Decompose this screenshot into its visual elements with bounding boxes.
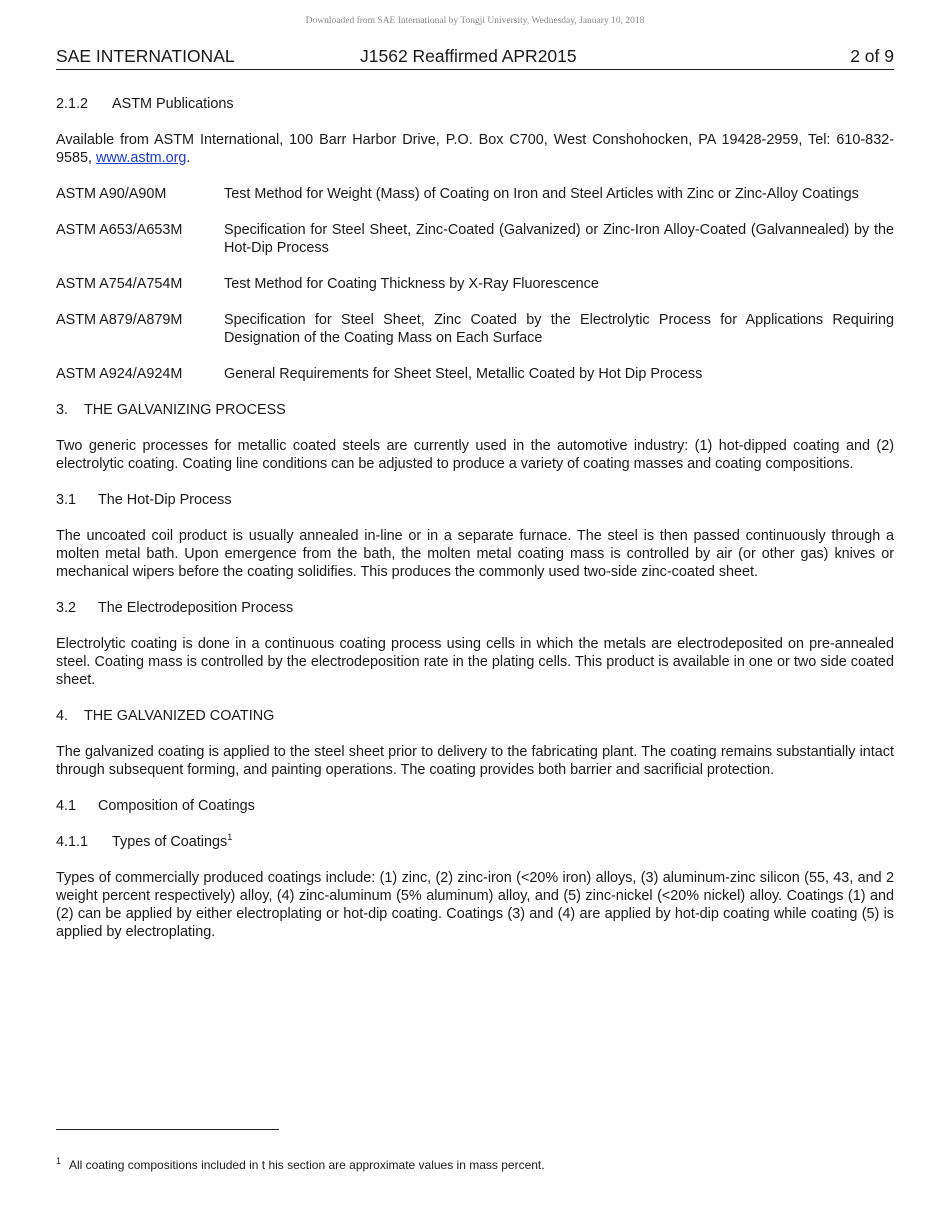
section-number: 4.1.1 bbox=[56, 834, 89, 850]
download-watermark: Downloaded from SAE International by Tongji University, Wednesday, January 10, 2018 bbox=[305, 16, 645, 26]
section-heading-4-1 bbox=[56, 797, 894, 815]
reference-title: General Requirements for Sheet Steel, Metallic Coated by Hot Dip Process bbox=[224, 366, 703, 382]
footnote bbox=[56, 1153, 894, 1173]
section-4-paragraph: The galvanized coating is applied to the steel sheet prior to delivery to the fabricating plant. The coating remains substantially intact through subsequent forming, and painting operations. The coating provides both barrier and sacrificial protection. bbox=[56, 744, 894, 778]
section-number: 4. bbox=[56, 708, 69, 724]
section-3-paragraph: Two generic processes for metallic coated steels are currently used in the automotive industry: (1) hot-dipped coating and (2) electrolytic coating. Coating line conditions can be adjusted to produce a variety of coating masses and coating compositions. bbox=[56, 438, 894, 472]
section-title: The Hot-Dip Process bbox=[98, 492, 232, 508]
astm-availability-paragraph bbox=[56, 131, 894, 167]
section-number: 3. bbox=[56, 402, 69, 418]
footnote-text: All coating compositions included in t his section are approximate values in mass percent. bbox=[69, 1158, 545, 1172]
section-number: 4.1 bbox=[56, 798, 77, 814]
footnote-mark: 1 bbox=[56, 1156, 62, 1166]
section-heading-2-1-2 bbox=[56, 95, 894, 113]
footnote-divider bbox=[56, 1129, 279, 1130]
reference-row bbox=[56, 365, 894, 383]
section-heading-4-1-1 bbox=[56, 833, 894, 851]
section-number: 3.2 bbox=[56, 600, 77, 616]
section-title: Composition of Coatings bbox=[98, 798, 255, 814]
astm-website-link[interactable]: www.astm.org bbox=[96, 150, 187, 166]
section-title: ASTM Publications bbox=[112, 96, 234, 112]
page-body bbox=[56, 95, 894, 959]
reference-title: Test Method for Weight (Mass) of Coating on Iron and Steel Articles with Zinc or Zinc-Alloy Coatings bbox=[224, 186, 859, 202]
header-org: SAE INTERNATIONAL bbox=[56, 46, 235, 66]
section-3-2-paragraph: Electrolytic coating is done in a continuous coating process using cells in which the metals are electrodeposited on pre-annealed steel. Coating mass is controlled by the electrodeposition rate in the plating cells. This product is available in one or two side coated sheet. bbox=[56, 636, 894, 688]
reference-code: ASTM A90/A90M bbox=[56, 186, 167, 202]
reference-code: ASTM A653/A653M bbox=[56, 222, 183, 238]
footnote-reference[interactable]: 1 bbox=[227, 832, 233, 842]
section-title: Types of Coatings bbox=[112, 834, 228, 850]
section-heading-3-1 bbox=[56, 491, 894, 509]
section-3-1-paragraph: The uncoated coil product is usually annealed in-line or in a separate furnace. The steel is then passed continuously through a molten metal bath. Upon emergence from the bath, the molten metal coating mass is controlled by air (or other gas) knives or mechanical wipers before the coating solidifies. This produces the commonly used two-side zinc-coated sheet. bbox=[56, 528, 894, 580]
section-heading-3 bbox=[56, 401, 894, 419]
reference-code: ASTM A924/A924M bbox=[56, 366, 183, 382]
header-doc-id: J1562 Reaffirmed APR2015 bbox=[360, 46, 577, 66]
availability-end: . bbox=[186, 150, 191, 166]
section-title: The Electrodeposition Process bbox=[98, 600, 294, 616]
section-number: 3.1 bbox=[56, 492, 77, 508]
section-heading-4 bbox=[56, 707, 894, 725]
availability-text: Available from ASTM International, 100 Barr Harbor Drive, P.O. Box C700, West Conshohocken, PA 19428-2959, Tel: 610-832-9585, bbox=[56, 132, 894, 166]
section-heading-3-2 bbox=[56, 599, 894, 617]
reference-title: Test Method for Coating Thickness by X-Ray Fluorescence bbox=[224, 276, 599, 292]
page-header bbox=[56, 45, 894, 70]
section-4-1-1-paragraph: Types of commercially produced coatings include: (1) zinc, (2) zinc-iron (<20% iron) alloys, (3) aluminum-zinc silicon (55, 43, and 2 weight percent respectively) alloy, (4) zinc-aluminum (5% aluminum) alloy, and (5) zinc-nickel (<20% nickel) alloy. Coatings (1) and (2) can be applied by either electroplating or hot-dip coating. Coatings (3) and (4) are applied by hot-dip coating while coating (5) is applied by electroplating. bbox=[56, 870, 894, 940]
header-page-number: 2 of 9 bbox=[850, 46, 894, 66]
reference-row bbox=[56, 185, 894, 203]
section-title: THE GALVANIZING PROCESS bbox=[84, 402, 286, 418]
reference-row bbox=[56, 221, 894, 257]
reference-row bbox=[56, 311, 894, 347]
reference-code: ASTM A879/A879M bbox=[56, 312, 183, 328]
section-number: 2.1.2 bbox=[56, 96, 89, 112]
reference-title: Specification for Steel Sheet, Zinc Coated by the Electrolytic Process for Applications Requiring Designation of the Coating Mass on Each Surface bbox=[224, 312, 894, 346]
reference-row bbox=[56, 275, 894, 293]
reference-code: ASTM A754/A754M bbox=[56, 276, 183, 292]
section-title: THE GALVANIZED COATING bbox=[84, 708, 275, 724]
reference-title: Specification for Steel Sheet, Zinc-Coated (Galvanized) or Zinc-Iron Alloy-Coated (Galvannealed) by the Hot-Dip Process bbox=[224, 222, 894, 256]
